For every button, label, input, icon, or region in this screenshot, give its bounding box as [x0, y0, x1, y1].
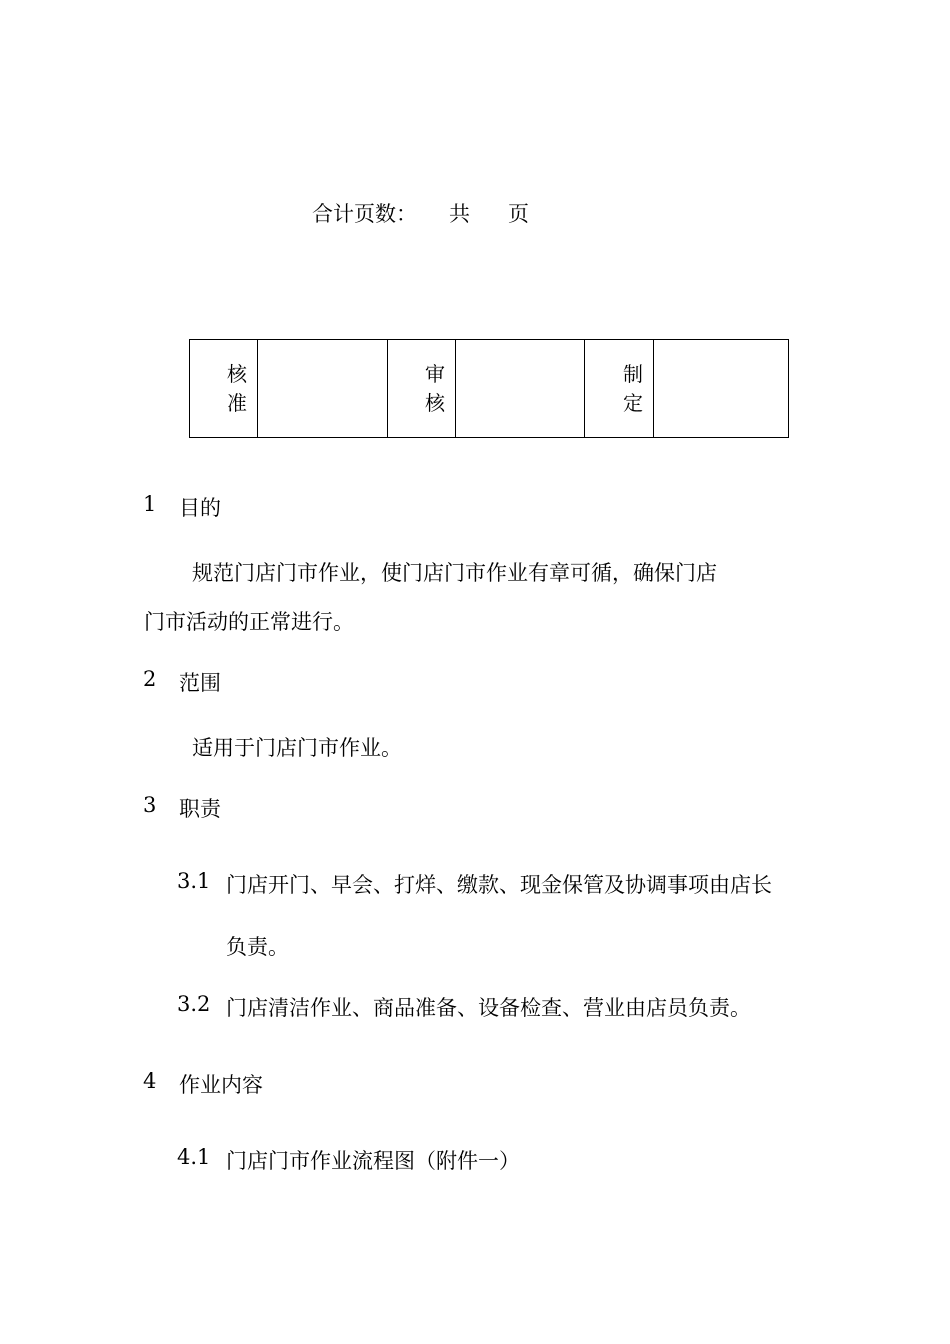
subsection-number: 3.2 — [177, 992, 211, 1016]
page-total-end: 页 — [508, 202, 529, 226]
subsection-text: 负责。 — [226, 935, 289, 959]
section-number: 2 — [143, 667, 157, 691]
page-total-mid: 共 — [449, 202, 470, 226]
paragraph-line: 规范门店门市作业，使门店门市作业有章可循，确保门店 — [192, 561, 717, 585]
review-label-cell — [388, 340, 456, 438]
approval-table — [189, 339, 789, 438]
subsection-number: 4.1 — [177, 1145, 211, 1169]
review-label: 审核 — [425, 361, 445, 415]
page-total-label: 合计页数： — [312, 202, 417, 226]
approve-value-cell[interactable] — [258, 340, 388, 438]
section-number: 4 — [143, 1069, 157, 1093]
subsection-text: 门店门市作业流程图（附件一） — [226, 1149, 520, 1173]
draft-label: 制定 — [623, 361, 643, 415]
paragraph-line: 门市活动的正常进行。 — [144, 610, 354, 634]
section-number: 1 — [143, 492, 157, 516]
approve-label: 核准 — [227, 361, 247, 415]
page-count-line — [312, 198, 529, 228]
paragraph-line: 适用于门店门市作业。 — [192, 736, 402, 760]
subsection-text: 门店清洁作业、商品准备、设备检查、营业由店员负责。 — [226, 996, 751, 1020]
review-value-cell[interactable] — [456, 340, 585, 438]
subsection-text: 门店开门、早会、打烊、缴款、现金保管及协调事项由店长 — [226, 873, 772, 897]
section-title: 职责 — [179, 797, 221, 821]
draft-value-cell[interactable] — [654, 340, 789, 438]
section-title: 目的 — [179, 496, 221, 520]
section-number: 3 — [143, 793, 157, 817]
section-title: 范围 — [179, 671, 221, 695]
section-title: 作业内容 — [179, 1073, 263, 1097]
approve-label-cell — [190, 340, 258, 438]
subsection-number: 3.1 — [177, 869, 211, 893]
draft-label-cell — [585, 340, 654, 438]
